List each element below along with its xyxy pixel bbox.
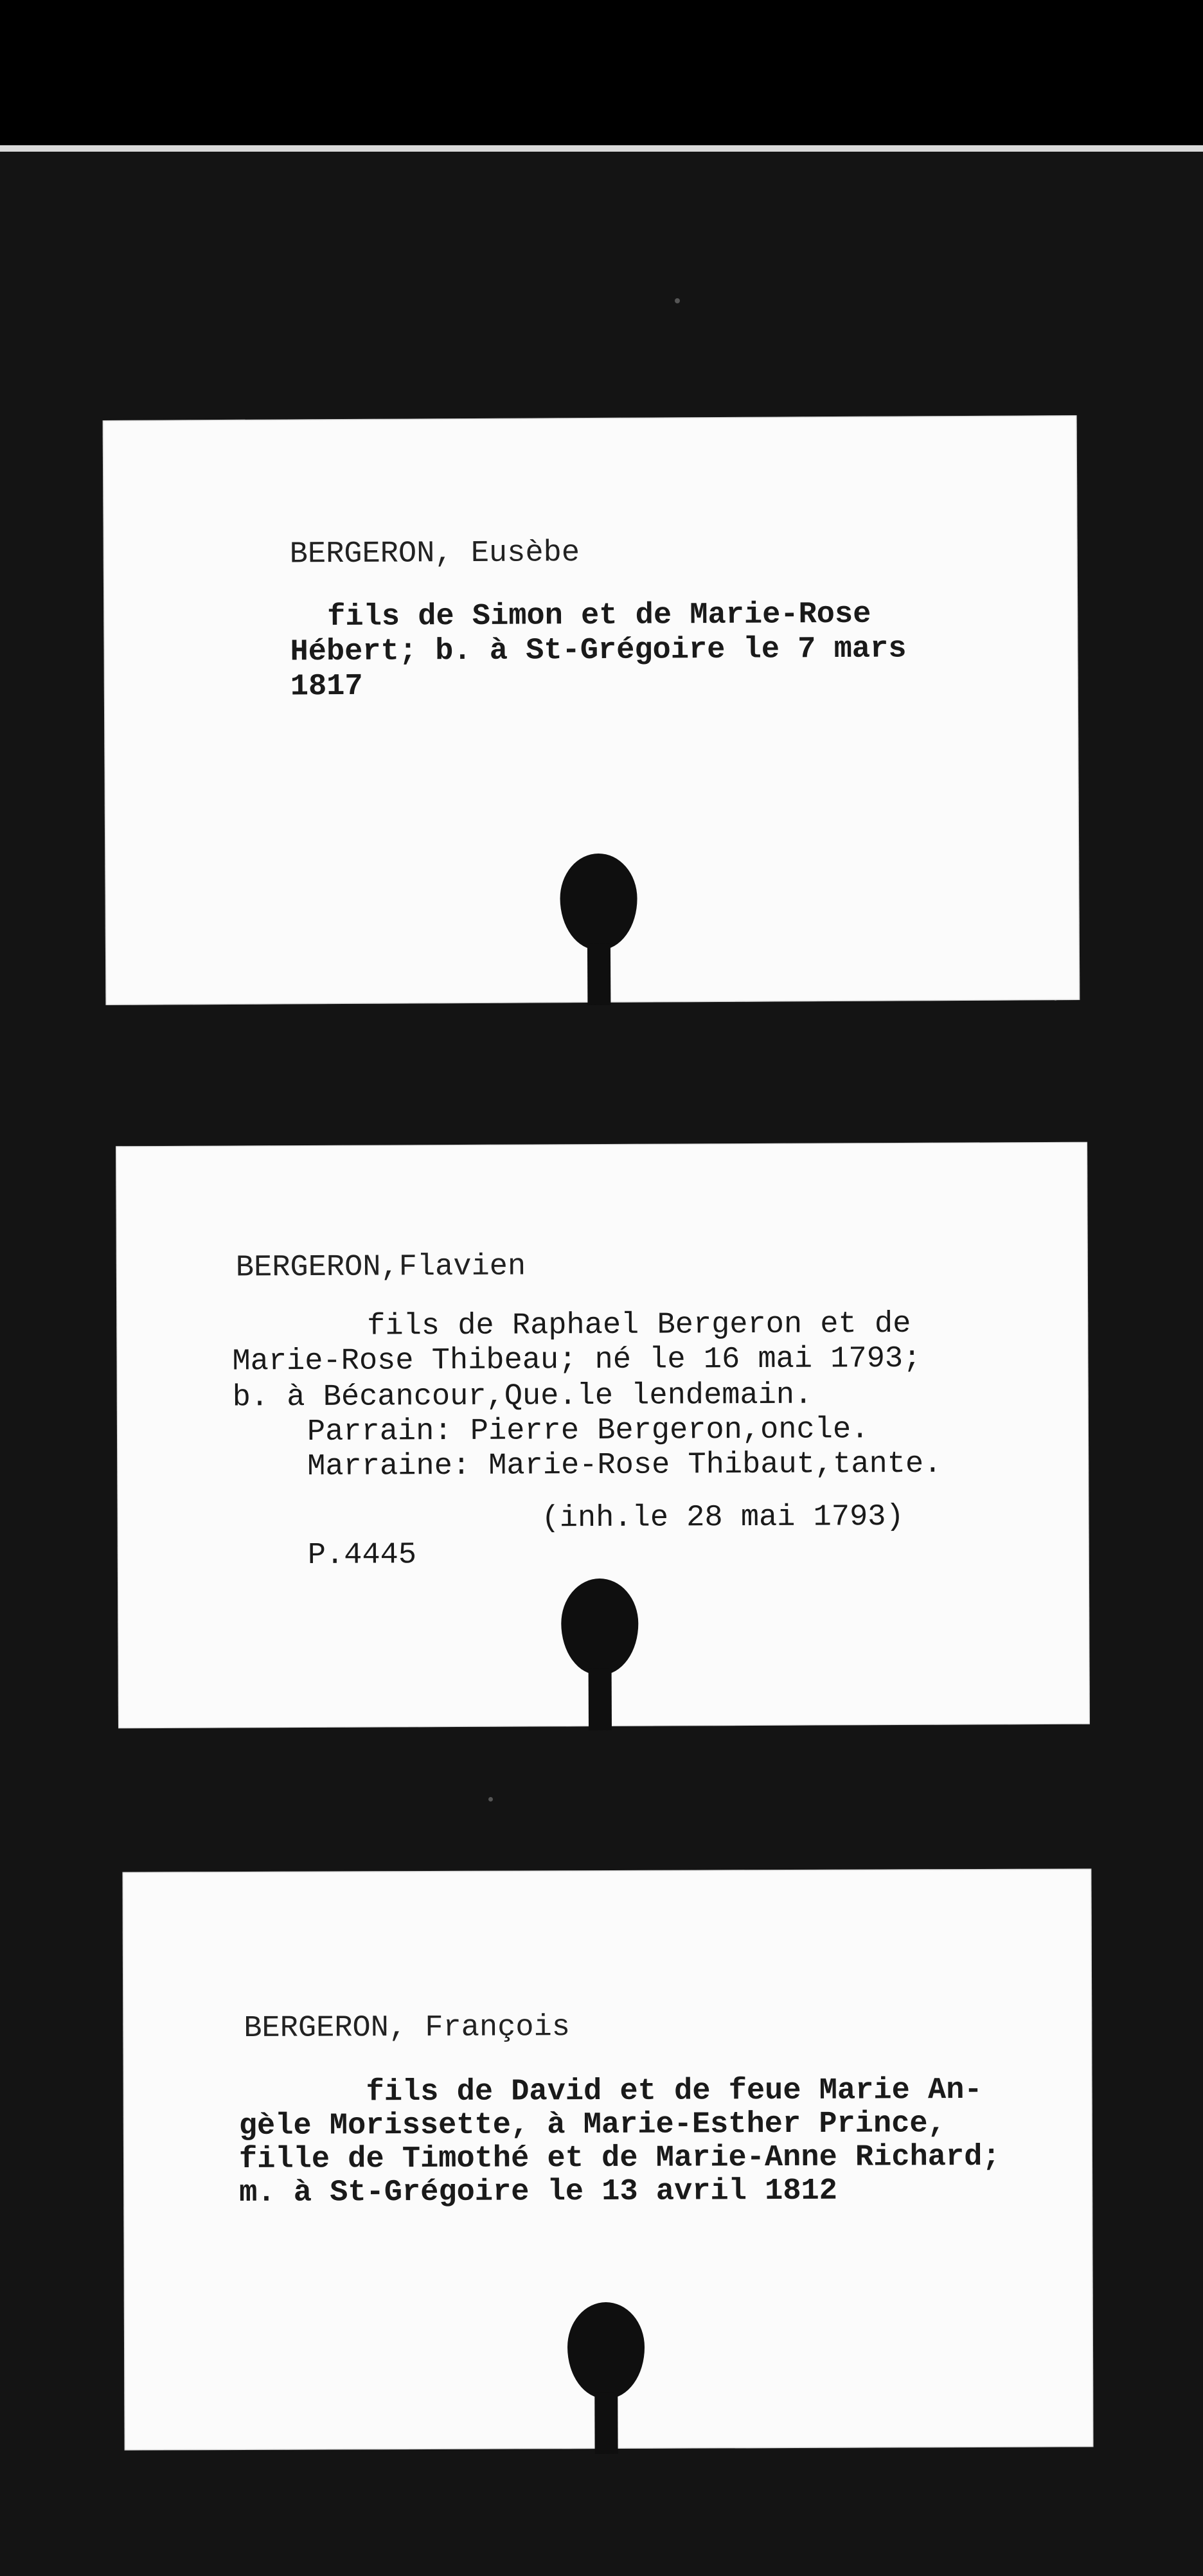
punch-hole-icon	[561, 1579, 639, 1727]
card-line: (inh.le 28 mai 1793)	[541, 1499, 904, 1536]
card-line: P.4445	[307, 1538, 417, 1573]
card-line: fils de Raphael Bergeron et de	[367, 1307, 911, 1344]
dust-speck	[675, 298, 680, 303]
card-line: Marie-Rose Thibeau; né le 16 mai 1793;	[232, 1341, 922, 1379]
top-black-band	[0, 0, 1203, 149]
card-title: BERGERON, Eusèbe	[289, 536, 580, 572]
card-line: 1817	[290, 669, 363, 704]
card-line: fils de David et de feue Marie An-	[366, 2073, 983, 2110]
film-edge	[0, 145, 1203, 152]
punch-hole-icon	[567, 2302, 645, 2450]
card-title: BERGERON,Flavien	[235, 1249, 526, 1285]
card-line: fille de Timothé et de Marie-Anne Richard;	[238, 2140, 1001, 2178]
card-line: fils de Simon et de Marie-Rose	[327, 597, 871, 635]
index-card-2	[116, 1142, 1090, 1729]
card-line: m. à St-Grégoire le 13 avril 1812	[239, 2174, 838, 2211]
card-line: b. à Bécancour,Que.le lendemain.	[232, 1378, 813, 1415]
card-line: Marraine: Marie-Rose Thibaut,tante.	[307, 1447, 942, 1485]
card-line: gèle Morissette, à Marie-Esther Prince,	[238, 2107, 946, 2144]
index-card-3	[122, 1868, 1093, 2450]
card-title: BERGERON, François	[244, 2010, 571, 2046]
index-card-1	[103, 415, 1080, 1005]
card-line: Hébert; b. à St-Grégoire le 7 mars	[290, 632, 907, 670]
card-line: Parrain: Pierre Bergeron,oncle.	[307, 1413, 869, 1450]
dust-speck	[488, 1797, 493, 1802]
punch-hole-icon	[560, 854, 637, 1002]
